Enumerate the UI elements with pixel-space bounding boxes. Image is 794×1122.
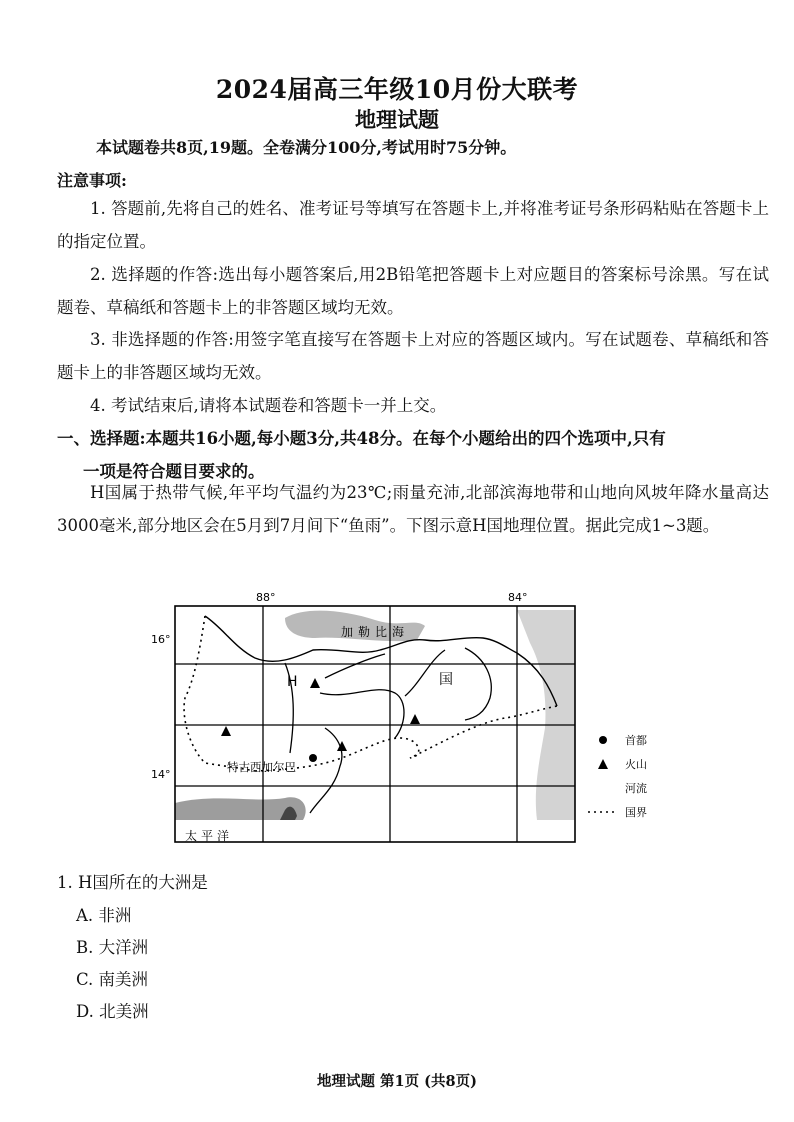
notice-item-1: 1. 答题前,先将自己的姓名、准考证号等填写在答题卡上,并将准考证号条形码粘贴在答题卡上的指定位置。 bbox=[57, 199, 769, 251]
map-rivers bbox=[285, 648, 491, 813]
volcano-icon bbox=[410, 714, 420, 724]
legend-border-label: 国界 bbox=[625, 806, 647, 819]
map-border-west bbox=[184, 616, 255, 771]
question-1-stem: 1. H国所在的大洲是 bbox=[57, 873, 208, 892]
legend-capital-label: 首都 bbox=[625, 734, 647, 747]
option-c: C. 南美洲 bbox=[76, 970, 149, 989]
country-label-guo: 国 bbox=[439, 672, 453, 688]
map-legend bbox=[588, 733, 647, 819]
volcano-icon bbox=[310, 678, 320, 688]
lon-label-88: 88° bbox=[256, 591, 276, 604]
notice-item-2: 2. 选择题的作答:选出每小题答案后,用2B铅笔把答题卡上对应题目的答案标号涂黑。写在试题卷、草稿纸和答题卡上的非答题区域均无效。 bbox=[57, 265, 769, 317]
notice-item-4: 4. 考试结束后,请将本试题卷和答题卡一并上交。 bbox=[90, 396, 447, 415]
option-a: A. 非洲 bbox=[76, 906, 132, 925]
legend-river-label: 河流 bbox=[625, 782, 647, 795]
legend-capital-icon bbox=[599, 736, 607, 744]
country-label-h: H bbox=[287, 674, 298, 690]
question-passage: H国属于热带气候,年平均气温约为23℃;雨量充沛,北部滨海地带和山地向风坡年降水量高达3000毫米,部分地区会在5月到7月间下“鱼雨”。下图示意H国地理位置。据此完成1~3题。 bbox=[57, 483, 769, 535]
subject-title: 地理试题 bbox=[355, 107, 439, 132]
legend-volcano-icon bbox=[598, 759, 608, 769]
section-heading-line2: 一项是符合题目要求的。 bbox=[83, 462, 265, 481]
lat-label-14: 14° bbox=[151, 768, 171, 781]
volcano-icon bbox=[221, 726, 231, 736]
page-footer: 地理试题 第1页 (共8页) bbox=[317, 1073, 477, 1090]
exam-info: 本试题卷共8页,19题。全卷满分100分,考试用时75分钟。 bbox=[96, 138, 517, 157]
lon-label-84: 84° bbox=[508, 591, 528, 604]
notice-heading: 注意事项: bbox=[57, 171, 127, 190]
lat-label-16: 16° bbox=[151, 633, 171, 646]
capital-marker-icon bbox=[309, 754, 317, 762]
option-b: B. 大洋洲 bbox=[76, 938, 149, 957]
map-border-south bbox=[255, 706, 557, 771]
option-d: D. 北美洲 bbox=[76, 1002, 149, 1021]
notice-item-3: 3. 非选择题的作答:用签字笔直接写在答题卡上对应的答题区域内。写在试题卷、草稿纸和答题卡上的非答题区域均无效。 bbox=[57, 330, 769, 382]
section-heading-line1: 一、选择题:本题共16小题,每小题3分,共48分。在每个小题给出的四个选项中,只有 bbox=[57, 429, 666, 448]
sea-label-north: 加勒比海 bbox=[341, 625, 410, 639]
location-map bbox=[145, 588, 705, 850]
map-land-east bbox=[517, 610, 575, 820]
sea-label-south: 太平洋 bbox=[185, 829, 234, 843]
capital-label: 特古西加尔巴 bbox=[227, 760, 296, 774]
exam-title: 2024届高三年级10月份大联考 bbox=[215, 75, 579, 104]
legend-volcano-label: 火山 bbox=[625, 758, 647, 771]
